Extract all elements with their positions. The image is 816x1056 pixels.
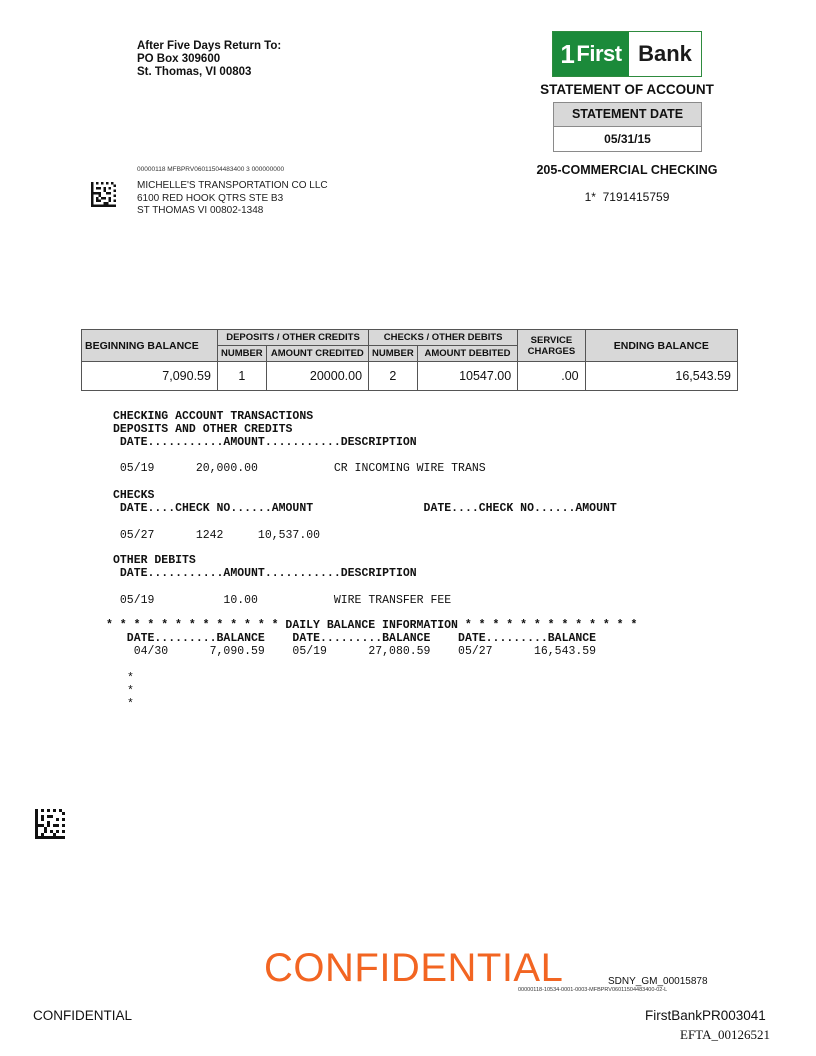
amount-credited-value: 20000.00 [266,362,368,391]
end-star: * [127,672,134,685]
checks-title: CHECKS [113,489,155,502]
checks-header: DATE....CHECK NO......AMOUNT DATE....CHECK NO......AMOUNT [113,502,617,515]
mailing-address [137,180,328,218]
page-tracking-code: 00000118-10534-0001-0003-MFBPRV06011504483400-02-L [518,987,668,993]
statement-date-value: 05/31/15 [604,132,651,146]
header-checks-number: NUMBER [369,346,418,362]
transactions-title: CHECKING ACCOUNT TRANSACTIONS [113,410,314,423]
sdny-bates-number: SDNY_GM_00015878 [608,976,708,987]
end-star: * [127,698,134,711]
customer-street: 6100 RED HOOK QTRS STE B3 [137,192,284,204]
logo-first: 1 First [553,32,629,76]
service-charges-value: .00 [518,362,585,391]
return-address [137,40,281,79]
debit-row: 05/19 10.00 WIRE TRANSFER FEE [113,594,452,607]
account-type: 205-COMMERCIAL CHECKING [536,163,718,177]
end-star: * [127,685,134,698]
logo-bank: Bank [638,41,692,66]
ending-balance-value: 16,543.59 [585,362,737,391]
beginning-balance-value: 7,090.59 [82,362,218,391]
header-beginning-balance: BEGINNING BALANCE [82,330,218,362]
2d-barcode-icon [35,809,65,839]
deposit-row: 05/19 20,000.00 CR INCOMING WIRE TRANS [113,462,486,475]
debits-header: DATE...........AMOUNT...........DESCRIPTION [113,567,417,580]
daily-balance-title: * * * * * * * * * * * * * DAILY BALANCE INFORMATION * * * * * * * * * * * * * [106,619,638,632]
statement-date-box [553,102,702,152]
efta-number: EFTA_00126521 [680,1027,770,1042]
header-deposits-number: NUMBER [217,346,266,362]
return-line-2: PO Box 309600 [137,53,221,65]
mail-tracking-code: 00000118 MFBPRV06011504483400 3 000000000 [137,166,285,173]
return-line-1: After Five Days Return To: [137,40,282,52]
checks-number-value: 2 [369,362,418,391]
deposits-number-value: 1 [217,362,266,391]
daily-balance-row: 04/30 7,090.59 05/19 27,080.59 05/27 16,543.59 [113,645,597,658]
deposits-header: DATE...........AMOUNT...........DESCRIPTION [113,436,417,449]
header-ending-balance: ENDING BALANCE [585,330,737,362]
statement-title: STATEMENT OF ACCOUNT [540,82,714,97]
header-deposits-group: DEPOSITS / OTHER CREDITS [217,330,368,346]
firstbank-logo [552,31,702,77]
header-amount-credited: AMOUNT CREDITED [266,346,368,362]
amount-debited-value: 10547.00 [417,362,517,391]
deposits-title: DEPOSITS AND OTHER CREDITS [113,423,293,436]
statement-date-label: STATEMENT DATE [554,103,701,127]
confidential-footer: CONFIDENTIAL [33,1008,133,1023]
check-row: 05/27 1242 10,537.00 [113,529,321,542]
account-number: 1* 7191415759 [584,190,670,204]
daily-balance-header: DATE.........BALANCE DATE.........BALANCE DATE.........BALANCE [113,632,597,645]
customer-city: ST THOMAS VI 00802-1348 [137,205,264,216]
customer-name: MICHELLE'S TRANSPORTATION CO LLC [137,180,328,191]
debits-title: OTHER DEBITS [113,554,196,567]
2d-barcode-icon [91,182,116,207]
return-line-3: St. Thomas, VI 00803 [137,66,252,78]
header-checks-group: CHECKS / OTHER DEBITS [369,330,518,346]
header-service-charges: SERVICE CHARGES [518,330,585,362]
confidential-stamp: CONFIDENTIAL [264,946,564,990]
account-summary-table [81,329,738,391]
bates-number: FirstBankPR003041 [645,1008,766,1023]
header-amount-debited: AMOUNT DEBITED [417,346,517,362]
